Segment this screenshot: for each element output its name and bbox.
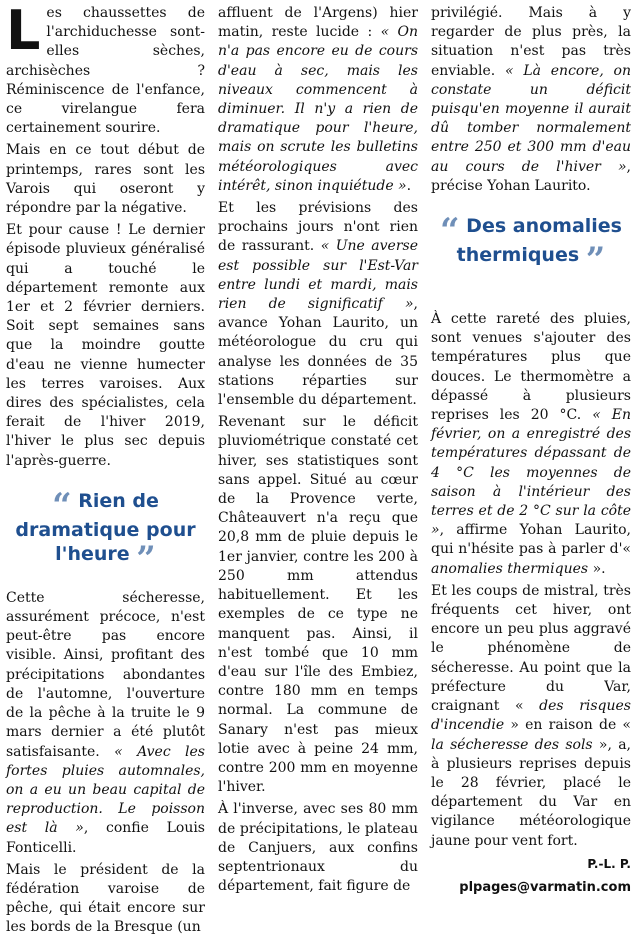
- paragraph: Et pour cause ! Le dernier épisode pluvieux généralisé qui a touché le département remonte aux 1er et 2 février derniers. Soit sept semaines sans que la moindre goutte d'eau ne vienne humecter les terres varoises. Aux dires des spécialistes, cela ferait de l'hiver 2019, l'hiver le plus sec depuis l'après-guerre.: [6, 222, 205, 469]
- paragraph: Mais en ce tout début de printemps, rares sont les Varois qui oseront y répondre par la négative.: [6, 142, 205, 217]
- quotation: « Avec les fortes pluies automnales, on a eu un beau capital de reproduction. Le poisson est là »: [6, 743, 205, 837]
- quotation: « On n'a pas encore eu de cours d'eau à sec, mais les niveaux commencent à diminuer. Il n'y a rien de dramatique pour l'heure, mais on scrute les bulletins météorologiques avec intérêt, sinon inquiétude »: [218, 24, 418, 194]
- paragraph: [431, 582, 631, 851]
- quotation: « Là encore, on constate un déficit puisqu'en moyenne il aurait dû tomber normalement entre 250 et 300 mm d'eau au cours de l'hiver »: [431, 62, 631, 175]
- quotation: « En février, on a enregistré des températures dépassant de 4 °C les moyennes de saison à l'intérieur des terres et de 2 °C sur la côte »: [431, 407, 631, 539]
- paragraph-text: Et les prévisions des prochains jours n'ont rien de rassurant.: [218, 200, 418, 255]
- paragraph-text: Et les coups de mistral, très fréquents cet hiver, ont encore un peu plus aggravé le phénomène de sécheresse. Au point que la préfecture du Var, craignant «: [431, 582, 631, 715]
- paragraph-text: , affirme Yohan Laurito, qui n'hésite pas à parler d'«: [431, 522, 631, 558]
- paragraph-text: , avance Yohan Laurito, un météorologue du cru qui analyse les données de 35 stations réparties sur l'ensemble du département.: [218, 296, 418, 409]
- open-quote-mark: “: [52, 485, 72, 526]
- paragraph-text: ».: [592, 560, 606, 577]
- close-quote-mark: ”: [136, 538, 156, 579]
- author-signature: P.-L. P.: [587, 856, 631, 871]
- paragraph-text: .: [406, 177, 412, 194]
- article-column-3: [431, 4, 631, 897]
- quotation: des risques d'incendie: [431, 698, 631, 734]
- paragraph-text: » en raison de «: [510, 717, 631, 734]
- paragraph-text: À cette rareté des pluies, sont venues s'ajouter des températures plus que douces. Le thermomètre a dépassé à plusieurs reprises les 20 °C.: [431, 311, 631, 424]
- paragraph: Revenant sur le déficit pluviométrique constaté cet hiver, ses statistiques sont sans appel. Situé au cœur de la Provence verte, Châteauvert n'a reçu que 20,8 mm de pluie depuis le 1er janvier, contre les 200 à 250 mm attendus habituellement. Et les exemples de ce type ne manquent pas. Ainsi, il n'est tombé que 10 mm d'eau sur l'île des Embiez, contre 180 mm en temps normal. La commune de Sanary n'est pas mieux lotie avec à peine 24 mm, contre 200 mm en moyenne l'hiver.: [218, 414, 418, 796]
- paragraph: [218, 199, 418, 410]
- paragraph-text: affluent de l'Argens) hier matin, reste lucide :: [218, 5, 418, 41]
- article-column-2: [218, 4, 418, 899]
- paragraph: À l'inverse, avec ses 80 mm de précipitations, le plateau de Canjuers, aux confins septentrionaux du département, fait figure de: [218, 801, 418, 895]
- open-quote-mark: “: [439, 211, 460, 252]
- paragraph-text: privilégié. Mais à y regarder de plus près, la situation n'est pas très enviable.: [431, 5, 631, 79]
- paragraph: Mais le président de la fédération varoise de pêche, qui était encore sur les bords de la Bresque (un: [6, 861, 205, 936]
- paragraph-text: , précise Yohan Laurito.: [431, 158, 631, 194]
- pull-quote-heading: [6, 485, 205, 579]
- paragraph: [218, 4, 418, 196]
- quotation: la sécheresse des sols: [431, 736, 599, 753]
- paragraph: [6, 589, 205, 858]
- article-column-1: [6, 0, 205, 941]
- paragraph-text: , confie Louis Fonticelli.: [6, 820, 205, 856]
- author-email: plpages@varmatin.com: [459, 879, 631, 895]
- heading-text: Des anomalies thermiques: [456, 215, 622, 267]
- paragraph-text: », a, à plusieurs reprises depuis le 28 février, placé le département du Var en vigilance météorologique jaune pour vent fort.: [431, 736, 632, 849]
- heading-text: Rien de dramatique pour l'heure: [15, 489, 196, 565]
- paragraph: [431, 4, 631, 196]
- pull-quote-heading: [431, 211, 631, 281]
- paragraph: [6, 0, 205, 138]
- paragraph-text: Cette sécheresse, assurément précoce, n'est peut-être pas encore visible. Ainsi, profitant des précipitations abondantes de l'automne, l'ouverture de la pêche à la truite le 9 mars dernier a été plutôt satisfaisante.: [6, 589, 205, 760]
- paragraph: [431, 310, 631, 579]
- quotation: anomalies thermiques: [431, 560, 593, 577]
- quotation: « Une averse est possible sur l'Est-Var entre lundi et mardi, mais rien de significatif »: [218, 238, 418, 313]
- drop-cap: L: [6, 0, 41, 62]
- close-quote-mark: ”: [585, 240, 606, 281]
- paragraph-text: es chaussettes de l'archiduchesse sont-elles sèches, archisèches ? Réminiscence de l'enfance, ce virelangue fera certainement sourire.: [6, 5, 205, 137]
